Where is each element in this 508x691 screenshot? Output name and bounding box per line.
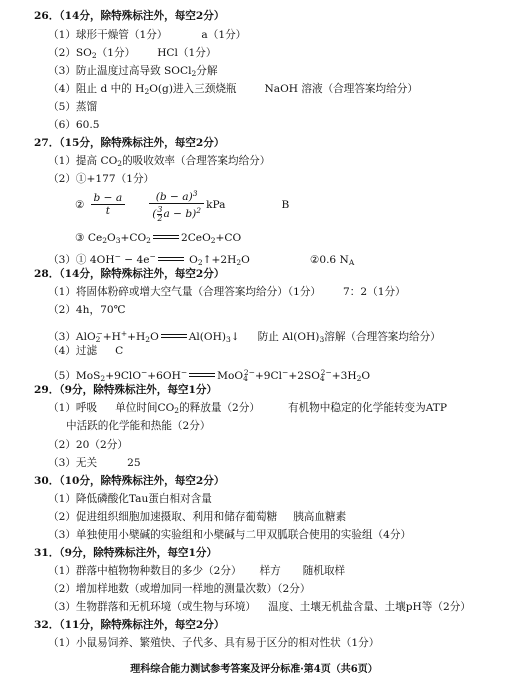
q26-line3: （3）防止温度过高导致 SOCl$_2$分解 — [48, 65, 218, 78]
q30-line3: （3）单独使用小檗碱的实验组和小檗碱与二甲双胍联合使用的实验组（4分） — [48, 529, 412, 541]
equals-sign — [161, 333, 187, 341]
q30-line2: （2）促进组织细胞加速摄取、利用和储存葡萄糖 胰高血糖素 — [48, 511, 347, 523]
q27-line3: ③ $Ce_2O_3+CO_2$ 2CeO$_2$+CO — [75, 232, 242, 245]
q26-line5: （5）蒸馏 — [48, 101, 98, 113]
q28-line4: （4）过滤 C — [48, 345, 124, 357]
answer-b: B — [281, 199, 290, 212]
q31-line1: （1）群落中植物物种数目的多少（2分） 样方 随机取样 — [48, 565, 346, 577]
q32-header: 32．（11分，除特殊标注外，每空2分） — [34, 619, 225, 631]
q26-line4: （4）阻止 d 中的 $H_2O(g)$进入三颈烧瓶 NaOH 溶液（合理答案均给分） — [48, 83, 418, 96]
equals-sign — [158, 256, 184, 264]
q27-line2: （2）①+177（1分） — [48, 173, 155, 185]
q31-header: 31．（9分，除特殊标注外，每空1分） — [34, 547, 218, 559]
rate-fraction: $\frac{b - a}{t}$ — [91, 192, 126, 218]
q26-line1: （1）球形干燥管（1分） a（1分） — [48, 29, 247, 41]
q31-line3: （3）生物群落和无机环境（或生物与环境） 温度、土壤无机盐含量、土壤pH等（2分） — [48, 601, 471, 613]
q27-line1: （1）提高 $CO_2$的吸收效率（合理答案均给分） — [48, 155, 271, 168]
q30-header: 30．（10分，除特殊标注外，每空2分） — [34, 475, 225, 487]
q26-line6: （6）60.5 — [48, 119, 100, 131]
page-footer: 理科综合能力测试参考答案及评分标准·第4页（共6页） — [130, 664, 378, 675]
q28-line2: （2）4h，70℃ — [48, 304, 126, 316]
kp-fraction: $(b - a)^3$ ( $\frac{3}{2}$ a − b)$^2$ — [149, 188, 204, 223]
q27-line4: （3）① 4OH− − 4e− $O_2↑+2H_2O$ ②0.6 $N_A$ — [48, 252, 355, 267]
q29-line1: （1）呼吸 单位时间$CO_2$的释放量（2分） 有机物中稳定的化学能转变为ATP — [48, 402, 447, 415]
q26-header: 26．（14分，除特殊标注外，每空2分） — [34, 10, 225, 22]
q30-line1: （1）降低磷酸化Tau蛋白相对含量 — [48, 493, 212, 505]
q28-header: 28．（14分，除特殊标注外，每空2分） — [34, 268, 225, 280]
q28-line3: $(3)AlO_2^-+H^++H_2O$ $Al(OH)_3↓$ 防止 $Al(OH)_3$溶解（合理答案均给分） — [48, 329, 441, 344]
unit-kpa: kPa — [206, 199, 226, 212]
circle-number-2: ② — [75, 199, 85, 212]
equals-sign — [153, 234, 179, 242]
q28-line5: （5）MoS$_2$+9ClO−+6OH− $MoO_4^{2-}+9Cl^-+2SO_4^{2-}+3H_2O$ — [48, 368, 371, 383]
q29-line3: （3）无关 25 — [48, 457, 141, 469]
q27-header: 27．（15分，除特殊标注外，每空2分） — [34, 137, 225, 149]
equals-sign — [189, 372, 215, 380]
q32-line1: （1）小鼠易饲养、繁殖快、子代多、具有易于区分的相对性状（1分） — [48, 637, 380, 649]
q29-line1-cont: 中活跃的化学能和热能（2分） — [66, 420, 211, 432]
q26-line2: $(2)SO_2(1$分） HCl（1分） — [48, 47, 217, 60]
q29-header: 29．（9分，除特殊标注外，每空1分） — [34, 384, 218, 396]
q28-line1: （1）将固体粉碎或增大空气量（合理答案均给分）（1分） 7：2（1分） — [48, 286, 406, 298]
q27-formula-row — [75, 188, 289, 223]
q31-line2: （2）增加样地数（或增加同一样地的测量次数）（2分） — [48, 583, 311, 595]
q29-line2: （2）20（2分） — [48, 439, 128, 451]
